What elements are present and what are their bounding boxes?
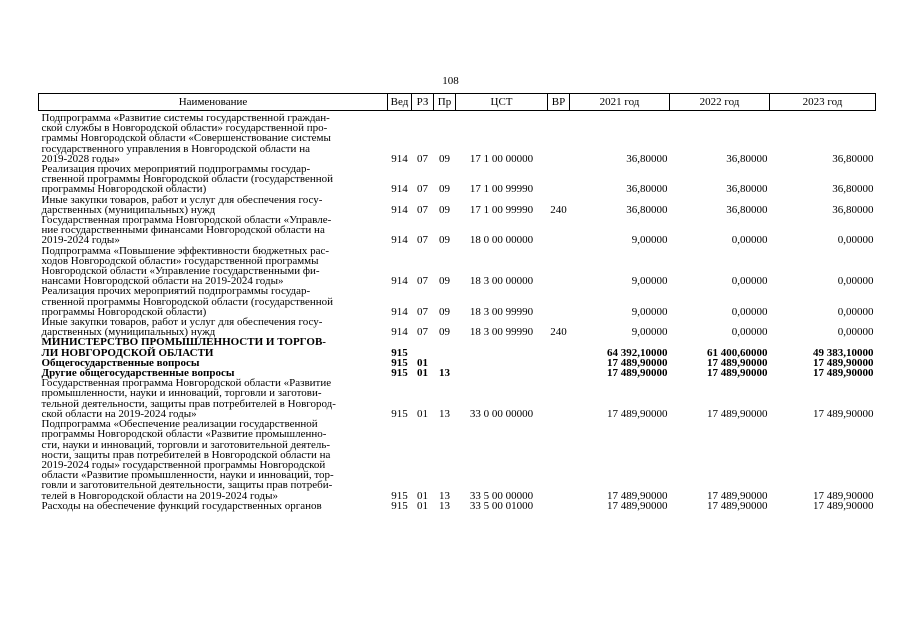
vr-cell [548,419,570,501]
cst-cell [456,358,548,368]
amount-2022-cell: 17 489,90000 [707,489,768,502]
rz-cell: 07 [417,203,428,216]
row-name-line: Реализация прочих мероприятий подпрограммы государ- [41,163,311,176]
amount-2022-cell: 36,80000 [726,152,768,165]
row-name-line: Новгородской области «Управление государственными фи- [41,265,320,278]
vr-cell: 240 [550,326,567,339]
rz-cell: 07 [417,275,428,288]
rz-cell: 07 [417,305,428,318]
cst-cell [456,368,548,378]
ved-cell: 915 [391,346,408,359]
row-name-line: Другие общегосударственные вопросы [41,367,235,380]
amount-2023-cell: 0,00000 [837,326,874,339]
pr-cell [434,337,456,357]
cst-cell: 33 5 00 00000 [469,489,534,502]
vr-cell [548,111,570,165]
amount-2021-cell: 9,00000 [631,305,668,318]
row-name-line: дарственных (муниципальных) нужд [41,203,216,216]
amount-2022-cell: 17 489,90000 [707,407,768,420]
pr-cell: 13 [439,499,450,512]
row-name-line: Подпрограмма «Развитие системы государственной граждан- [41,112,330,124]
row-name-line: тельной деятельности, защиты прав потребителей в Новгород- [41,397,336,410]
page-number: 108 [442,75,459,87]
ved-cell: 914 [391,326,408,339]
row-name-line: ской службы в Новгородской области» государственной про- [41,122,328,135]
row-name-line: области «Развитие промышленности, науки и инноваций, тор- [41,469,334,482]
amount-2022-cell: 17 489,90000 [707,367,768,380]
cst-cell: 17 1 00 00000 [469,152,534,165]
vr-cell [548,368,570,378]
cst-cell: 17 1 00 99990 [469,183,534,196]
row-name-line: 2019-2028 годы» [41,152,120,165]
row-name-line: телей в Новгородской области на 2019-2024 годы» [41,489,278,502]
row-name-cell [39,111,388,165]
amount-2023-cell: 17 489,90000 [813,356,874,369]
header-pr: Пр [434,94,456,111]
pr-cell: 09 [439,275,450,288]
row-name-line: Иные закупки товаров, работ и услуг для обеспечения госу- [41,193,323,206]
vr-cell [548,358,570,368]
table-row [39,111,876,165]
ved-cell: 915 [391,489,408,502]
table-row [39,378,876,419]
ved-cell: 915 [391,367,408,380]
row-name-line: государственного управления в Новгородской области на [41,142,310,155]
vr-cell [548,246,570,287]
row-name-cell [39,195,388,215]
row-name-line: Государственная программа Новгородской области «Развитие [41,377,332,390]
ved-cell: 914 [391,305,408,318]
amount-2023-cell: 36,80000 [832,203,874,216]
row-name-line: говли и заготовительной деятельности, защиты прав потреби- [41,479,333,492]
cst-cell: 33 0 00 00000 [469,407,534,420]
amount-2021-cell: 17 489,90000 [607,367,668,380]
row-name-line: программы Новгородской области) [41,183,207,196]
amount-2021-cell: 9,00000 [631,326,668,339]
amount-2021-cell: 36,80000 [626,203,668,216]
row-name-line: сти, науки и инноваций, торговли и заготовительной деятель- [41,438,331,451]
row-name-line: граммы Новгородской области «Совершенствование системы [41,132,331,145]
table-row [39,501,876,511]
row-name-cell [39,419,388,501]
pr-cell: 13 [439,407,450,420]
rz-cell [412,337,434,357]
pr-cell: 09 [439,183,450,196]
row-name-line: Подпрограмма «Обеспечение реализации государственной [41,418,318,431]
row-name-line: дарственных (муниципальных) нужд [41,326,216,339]
row-name-line: Подпрограмма «Повышение эффективности бюджетных рас- [41,244,330,257]
row-name-cell [39,246,388,287]
table-row [39,337,876,357]
cst-cell [456,337,548,357]
ved-cell: 914 [391,152,408,165]
pr-cell: 09 [439,234,450,247]
rz-cell: 01 [417,356,428,369]
amount-2023-cell: 0,00000 [837,275,874,288]
amount-2023-cell: 36,80000 [832,152,874,165]
amount-2023-cell: 17 489,90000 [813,367,874,380]
amount-2021-cell: 64 392,10000 [607,346,668,359]
amount-2022-cell: 17 489,90000 [707,356,768,369]
header-name: Наименование [39,94,388,111]
table-row [39,317,876,337]
cst-cell: 17 1 00 99990 [469,203,534,216]
rz-cell: 01 [417,407,428,420]
row-name-line: ской области на 2019-2024 годы» [41,407,197,420]
amount-2021-cell: 36,80000 [626,183,668,196]
cst-cell: 18 3 00 00000 [469,275,534,288]
row-name-line: Расходы на обеспечение функций государственных органов [41,499,322,512]
amount-2021-cell: 9,00000 [631,275,668,288]
cst-cell: 18 0 00 00000 [469,234,534,247]
cst-cell: 18 3 00 99990 [469,305,534,318]
amount-2023-cell: 17 489,90000 [813,489,874,502]
header-2021: 2021 год [570,94,670,111]
table-row [39,246,876,287]
amount-2022-cell: 0,00000 [731,305,768,318]
rz-cell: 07 [417,326,428,339]
row-name-line: ственной программы Новгородской области (государственной [41,173,333,186]
vr-cell [548,164,570,195]
row-name-line: программы Новгородской области) [41,305,207,318]
row-name-line: ственной программы Новгородской области (государственной [41,295,333,308]
row-name-line: ходов Новгородской области» государственной программы [41,254,319,267]
amount-2022-cell: 36,80000 [726,203,768,216]
amount-2023-cell: 36,80000 [832,183,874,196]
amount-2023-cell: 17 489,90000 [813,407,874,420]
row-name-line: Государственная программа Новгородской области «Управле- [41,214,332,227]
row-name-cell [39,501,388,511]
vr-cell [548,215,570,246]
pr-cell: 09 [439,305,450,318]
amount-2021-cell: 17 489,90000 [607,499,668,512]
row-name-cell [39,215,388,246]
ved-cell: 914 [391,183,408,196]
rz-cell: 01 [417,367,428,380]
row-name-line: промышленности, науки и инноваций, торговли и заготови- [41,387,322,400]
pr-cell: 09 [439,152,450,165]
amount-2022-cell: 0,00000 [731,234,768,247]
row-name-line: программы Новгородской области «Развитие промышленно- [41,428,327,441]
header-rz: РЗ [412,94,434,111]
amount-2022-cell: 17 489,90000 [707,499,768,512]
ved-cell: 914 [391,234,408,247]
amount-2022-cell: 61 400,60000 [707,346,768,359]
vr-cell [548,378,570,419]
table-row [39,195,876,215]
amount-2022-cell: 36,80000 [726,183,768,196]
budget-table [38,93,876,511]
row-name-cell [39,317,388,337]
header-cst: ЦСТ [456,94,548,111]
row-name-line: нансами Новгородской области на 2019-2024 годы» [41,275,284,288]
amount-2023-cell: 0,00000 [837,305,874,318]
amount-2023-cell: 49 383,10000 [813,346,874,359]
row-name-line: 2019-2024 годы» государственной программы Новгородской [41,458,326,471]
rz-cell: 07 [417,234,428,247]
amount-2021-cell: 17 489,90000 [607,356,668,369]
table-row [39,215,876,246]
amount-2023-cell: 17 489,90000 [813,499,874,512]
amount-2021-cell: 9,00000 [631,234,668,247]
table-row [39,419,876,501]
pr-cell: 09 [439,326,450,339]
pr-cell: 09 [439,203,450,216]
row-name-cell [39,164,388,195]
amount-2021-cell: 17 489,90000 [607,407,668,420]
ved-cell: 914 [391,275,408,288]
table-body [39,111,876,511]
amount-2023-cell: 0,00000 [837,234,874,247]
cst-cell: 18 3 00 99990 [469,326,534,339]
header-ved: Вед [388,94,412,111]
vr-cell [548,286,570,317]
pr-cell: 13 [439,489,450,502]
row-name-cell [39,337,388,357]
row-name-line: ЛИ НОВГОРОДСКОЙ ОБЛАСТИ [41,346,214,359]
table-row [39,286,876,317]
vr-cell [548,501,570,511]
rz-cell: 07 [417,183,428,196]
amount-2021-cell: 36,80000 [626,152,668,165]
table-header-row [39,94,876,111]
rz-cell: 01 [417,489,428,502]
row-name-cell [39,378,388,419]
header-2023: 2023 год [770,94,876,111]
rz-cell: 01 [417,499,428,512]
cst-cell: 33 5 00 01000 [469,499,534,512]
row-name-line: Реализация прочих мероприятий подпрограммы государ- [41,285,311,298]
amount-2022-cell: 0,00000 [731,275,768,288]
row-name-line: 2019-2024 годы» [41,234,120,247]
row-name-line: Иные закупки товаров, работ и услуг для обеспечения госу- [41,316,323,329]
vr-cell [548,337,570,357]
ved-cell: 915 [391,499,408,512]
row-name-line: ности, защиты прав потребителей в Новгородской области на [41,448,331,461]
row-name-line: Общегосударственные вопросы [41,356,200,369]
table-row [39,164,876,195]
row-name-line: ние государственными финансами Новгородской области на [41,224,325,237]
vr-cell: 240 [550,203,567,216]
pr-cell: 13 [439,367,450,380]
rz-cell: 07 [417,152,428,165]
row-name-cell [39,286,388,317]
header-2022: 2022 год [670,94,770,111]
amount-2022-cell: 0,00000 [731,326,768,339]
amount-2021-cell: 17 489,90000 [607,489,668,502]
ved-cell: 914 [391,203,408,216]
ved-cell: 915 [391,356,408,369]
ved-cell: 915 [391,407,408,420]
header-vr: ВР [548,94,570,111]
row-name-line: МИНИСТЕРСТВО ПРОМЫШЛЕННОСТИ И ТОРГОВ- [41,336,326,349]
